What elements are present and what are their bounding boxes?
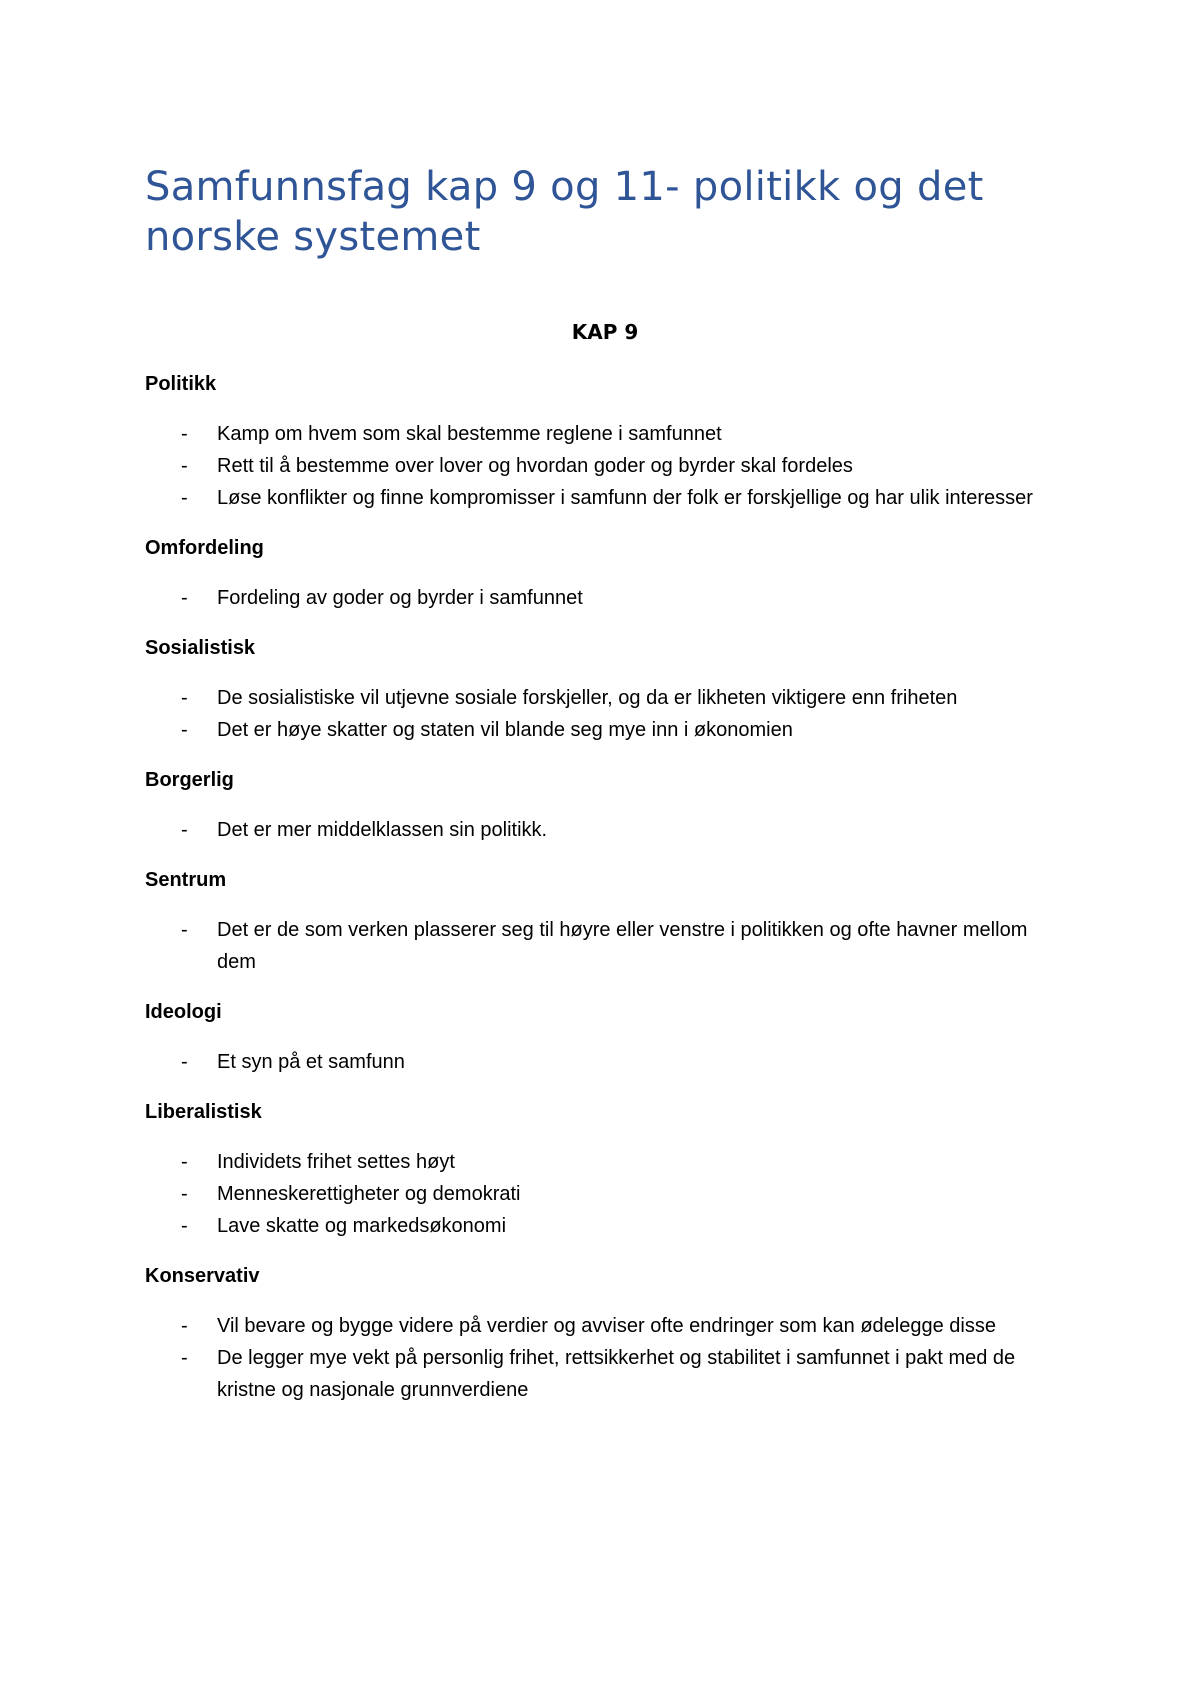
bullet-dash: - [181, 1051, 188, 1073]
section-heading: Omfordeling [145, 537, 264, 559]
bullet-dash: - [181, 819, 188, 841]
list-item-text: Kamp om hvem som skal bestemme reglene i samfunnet [217, 423, 722, 445]
bullet-dash: - [181, 1183, 188, 1205]
document-page [145, 0, 1065, 1698]
list-item [145, 1146, 1065, 1178]
bullet-dash: - [181, 1215, 188, 1237]
section-heading: Politikk [145, 373, 217, 395]
list-item-text: Det er høye skatter og staten vil blande seg mye inn i økonomien [217, 719, 793, 741]
bullet-list [145, 1046, 1065, 1078]
list-item-text: Det er mer middelklassen sin politikk. [217, 819, 548, 841]
bullet-dash: - [181, 919, 188, 941]
bullet-dash: - [181, 587, 188, 609]
list-item-text: Det er de som verken plasserer seg til høyre eller venstre i politikken og ofte havner mellom dem [217, 919, 1028, 973]
list-item [145, 482, 1065, 514]
bullet-dash: - [181, 487, 188, 509]
list-item-text: Fordeling av goder og byrder i samfunnet [217, 587, 583, 609]
sections-container [145, 370, 1065, 1426]
bullet-dash: - [181, 455, 188, 477]
list-item-text: Lave skatte og markedsøkonomi [217, 1215, 507, 1237]
bullet-dash: - [181, 687, 188, 709]
section-heading: Liberalistisk [145, 1101, 262, 1123]
list-item [145, 1310, 1065, 1342]
list-item [145, 1210, 1065, 1242]
section-heading: Ideologi [145, 1001, 222, 1023]
bullet-dash: - [181, 1347, 188, 1369]
bullet-dash: - [181, 1315, 188, 1337]
bullet-list [145, 682, 1065, 746]
bullet-list [145, 814, 1065, 846]
list-item-text: Menneskerettigheter og demokrati [217, 1183, 521, 1205]
list-item [145, 418, 1065, 450]
section-heading: Sentrum [145, 869, 227, 891]
list-item [145, 1342, 1065, 1406]
list-item-text: De legger mye vekt på personlig frihet, rettsikkerhet og stabilitet i samfunnet i pakt med de kristne og nasjonale grunnverdiene [217, 1347, 1016, 1401]
chapter-heading: KAP 9 [571, 320, 639, 344]
bullet-list [145, 1146, 1065, 1242]
bullet-dash: - [181, 719, 188, 741]
list-item [145, 714, 1065, 746]
list-item [145, 1046, 1065, 1078]
list-item-text: De sosialistiske vil utjevne sosiale forskjeller, og da er likheten viktigere enn friheten [217, 687, 958, 709]
list-item [145, 914, 1065, 978]
bullet-dash: - [181, 1151, 188, 1173]
list-item-text: Vil bevare og bygge videre på verdier og avviser ofte endringer som kan ødelegge disse [217, 1315, 996, 1337]
list-item [145, 582, 1065, 614]
bullet-dash: - [181, 423, 188, 445]
list-item [145, 682, 1065, 714]
section-heading: Konservativ [145, 1265, 260, 1287]
section-heading: Borgerlig [145, 769, 234, 791]
list-item-text: Løse konflikter og finne kompromisser i samfunn der folk er forskjellige og har ulik interesser [217, 487, 1033, 509]
bullet-list [145, 582, 1065, 614]
list-item [145, 814, 1065, 846]
document-title: Samfunnsfag kap 9 og 11- politikk og det norske systemet [145, 164, 984, 260]
list-item [145, 450, 1065, 482]
bullet-list [145, 914, 1065, 978]
list-item [145, 1178, 1065, 1210]
list-item-text: Rett til å bestemme over lover og hvordan goder og byrder skal fordeles [217, 455, 853, 477]
list-item-text: Et syn på et samfunn [217, 1051, 405, 1073]
list-item-text: Individets frihet settes høyt [217, 1151, 455, 1173]
bullet-list [145, 1310, 1065, 1406]
section-heading: Sosialistisk [145, 637, 256, 659]
bullet-list [145, 418, 1065, 514]
